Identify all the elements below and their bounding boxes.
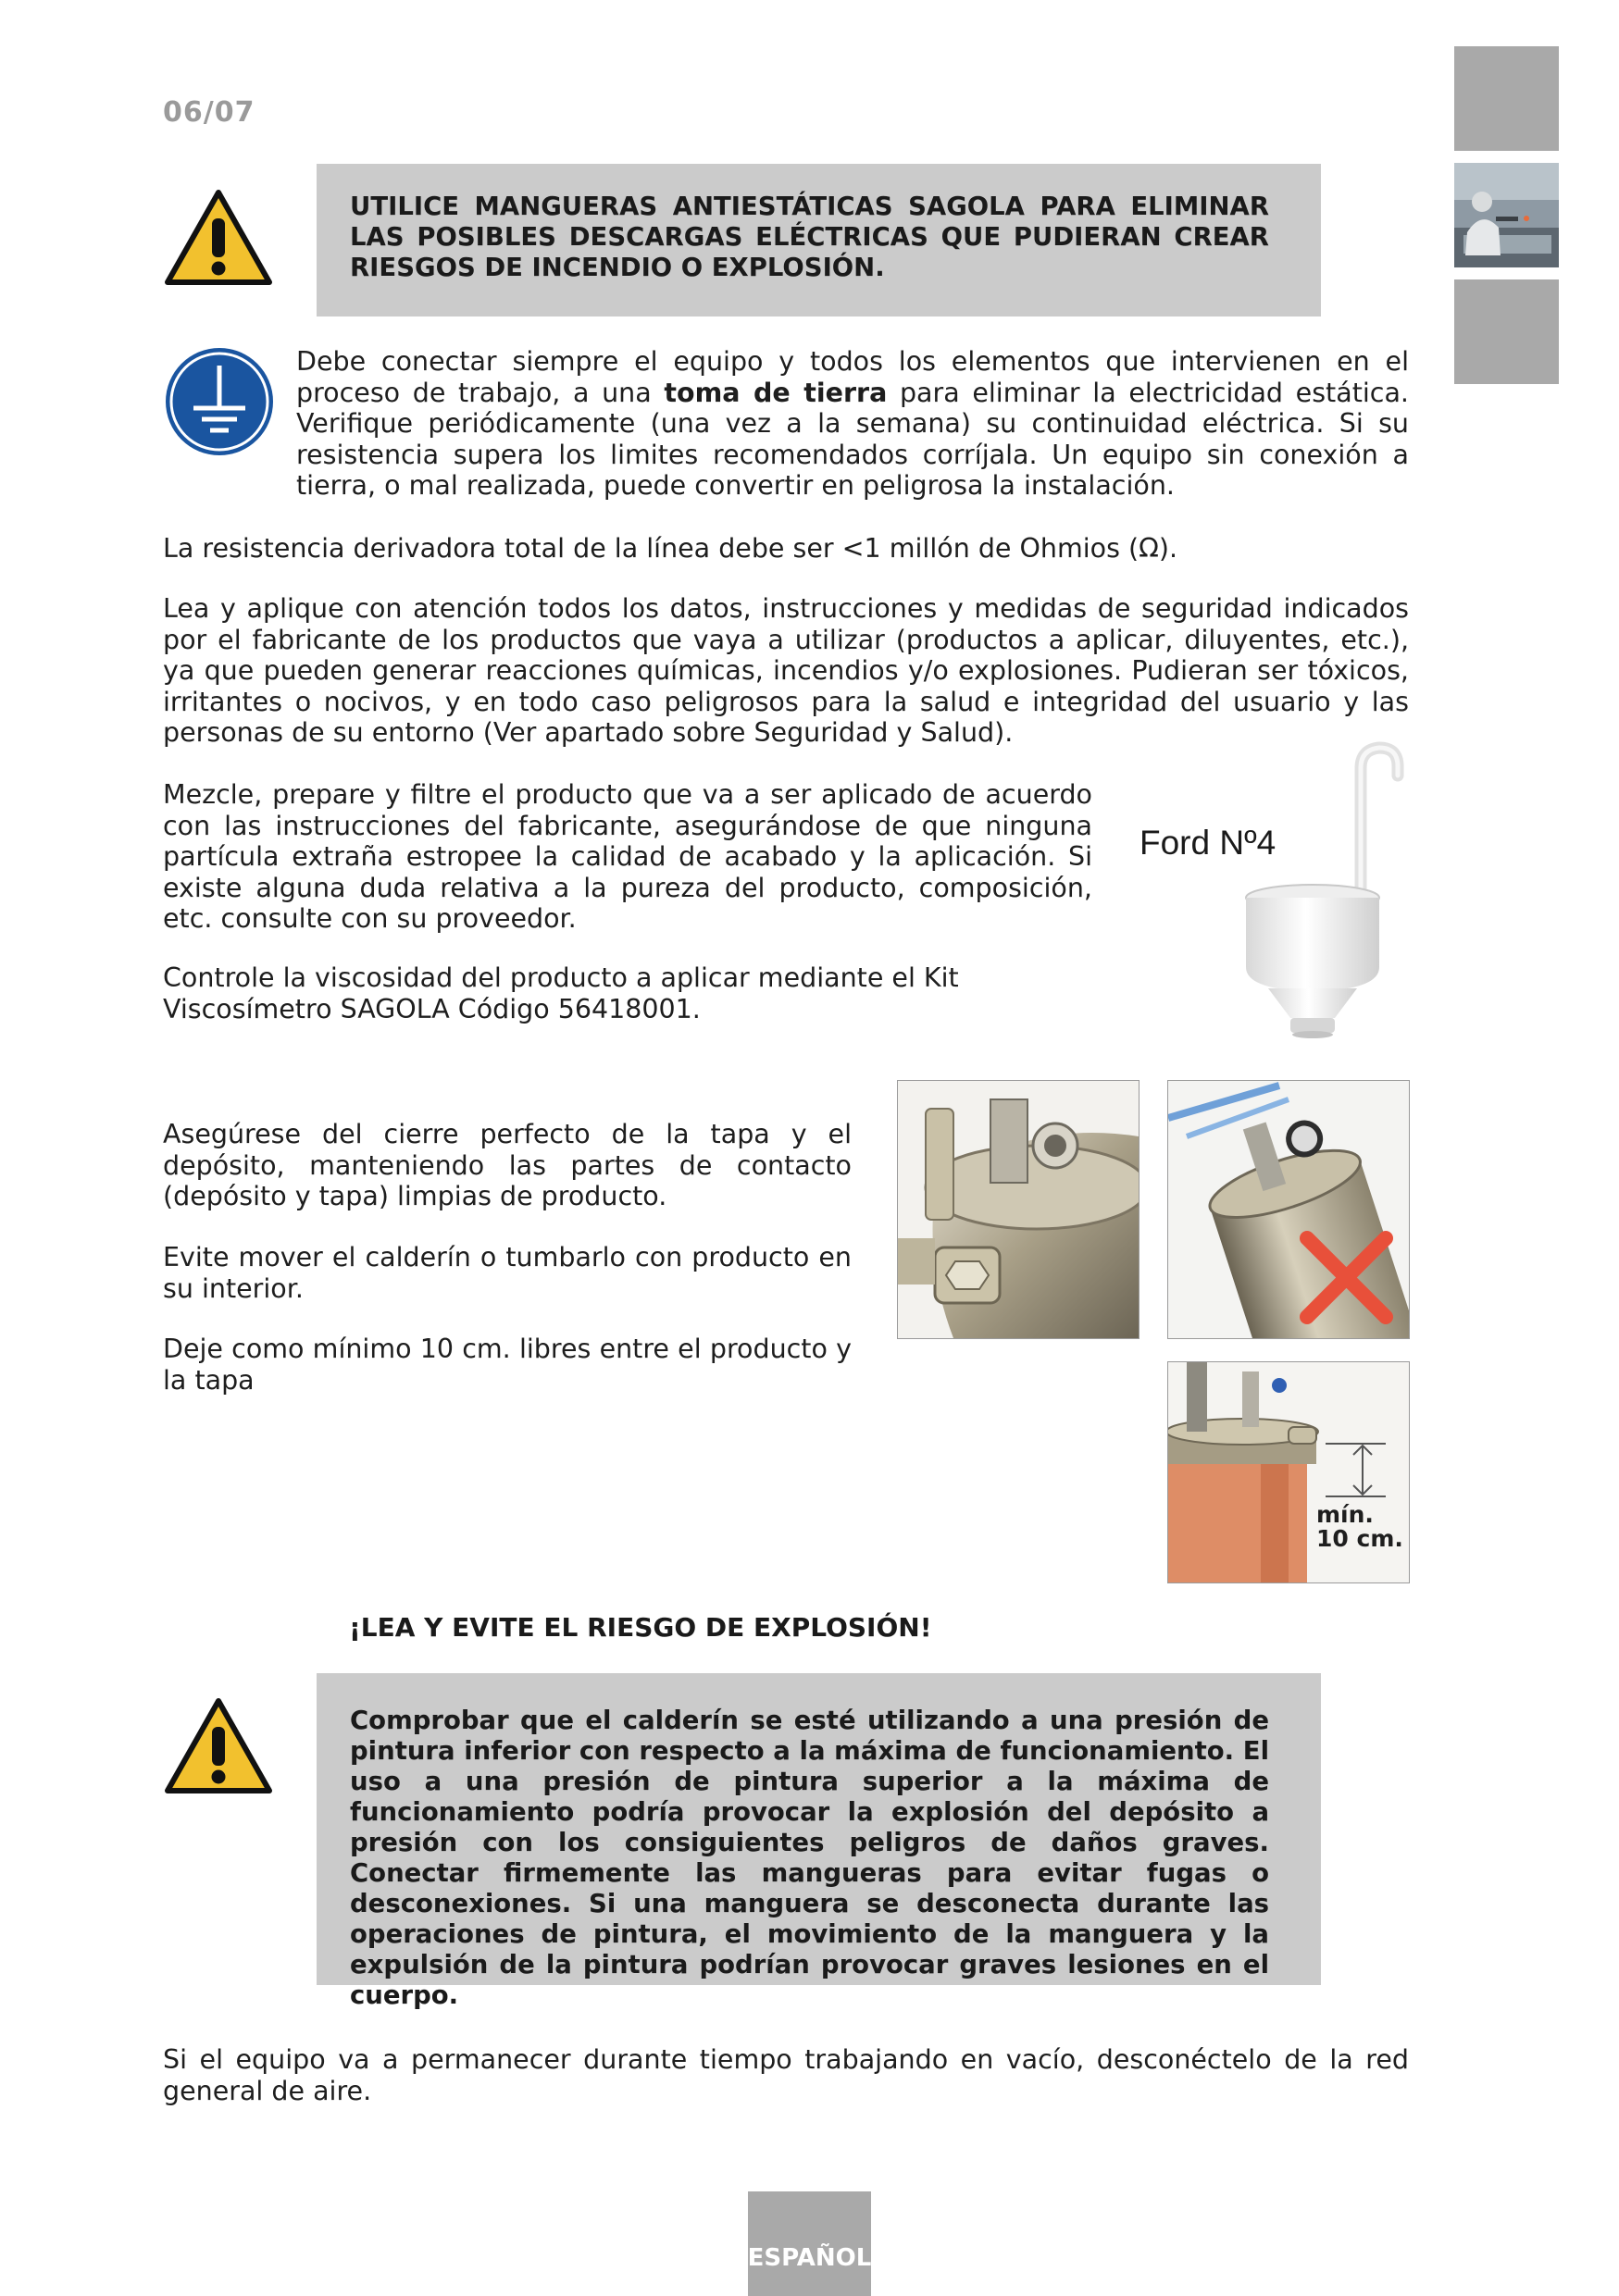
page-number: 06/07 bbox=[163, 96, 255, 129]
language-tab: ESPAÑOL bbox=[748, 2191, 871, 2296]
antistatic-warning-text: UTILICE MANGUERAS ANTIESTÁTICAS SAGOLA PARA ELIMINAR LAS POSIBLES DESCARGAS ELÉCTRICAS QUE PUDIERAN CREAR RIESGOS DE INCENDIO O EXPLOSIÓN. bbox=[350, 192, 1269, 282]
viscosity-paragraph: Controle la viscosidad del producto a aplicar mediante el Kit Viscosímetro SAGOLA Código 56418001. bbox=[163, 962, 959, 1024]
warning-triangle-icon bbox=[163, 1696, 274, 1796]
warning-triangle-icon bbox=[163, 188, 274, 288]
ford-cup-viscometer-image bbox=[1231, 740, 1407, 1038]
ford-cup-label: Ford Nº4 bbox=[1140, 824, 1277, 862]
grounding-paragraph bbox=[296, 346, 1409, 502]
explosion-warning-box bbox=[317, 1673, 1321, 2010]
painter-photo-thumbnail bbox=[1454, 163, 1559, 267]
side-tab-photo bbox=[1454, 163, 1559, 267]
min-gap-label-line2: 10 cm. bbox=[1316, 1525, 1403, 1552]
move-paragraph: Evite mover el calderín o tumbarlo con producto en su interior. bbox=[163, 1242, 852, 1304]
gap-paragraph: Deje como mínimo 10 cm. libres entre el producto y la tapa bbox=[163, 1334, 852, 1396]
lid-paragraph: Asegúrese del cierre perfecto de la tapa y el depósito, manteniendo las partes de contacto (depósito y tapa) limpias de producto. bbox=[163, 1119, 852, 1211]
read-apply-paragraph: Lea y aplique con atención todos los datos, instrucciones y medidas de seguridad indicados por el fabricante de los productos que vaya a utilizar (productos a aplicar, diluyentes, etc.), ya que pueden generar reacciones químicas, incendios y/o explosiones. Pudieran ser tóxicos, irritantes o nocivos, y en todo caso peligrosos para la salud e integridad del usuario y las personas de su entorno (Ver apartado sobre Seguridad y Salud). bbox=[163, 593, 1409, 748]
ground-symbol-icon bbox=[163, 345, 276, 458]
explosion-warning-text: Comprobar que el calderín se esté utilizando a una presión de pintura inferior con respecto a la máxima de funcionamiento. El uso a una presión de pintura superior a la máxima de funcionamiento podría provocar la explosión del depósito a presión con los consiguientes peligros de daños graves. Conectar firmemente las mangueras para evitar fugas o desconexiones. Si una manguera se desconecta durante las operaciones de pintura, el movimiento de la manguera y la expulsión de la pintura podrían provocar graves lesiones en el cuerpo. bbox=[350, 1706, 1269, 2010]
grounding-text-2: para eliminar la electricidad estática. Verifique periódicamente (una vez a la semana) su continuidad eléctrica. Si su resistencia supera los limites recomendados corríjala. Un equipo sin conexión a tierra, o mal realizada, puede convertir en peligrosa la instalación. bbox=[296, 377, 1409, 501]
tank-fill-level-photo bbox=[1167, 1361, 1410, 1583]
lid-clamp-photo bbox=[897, 1080, 1140, 1339]
grounding-bold-term: toma de tierra bbox=[664, 377, 888, 408]
tilted-tank-photo bbox=[1167, 1080, 1410, 1339]
min-gap-label bbox=[1316, 1503, 1403, 1551]
explosion-heading: ¡LEA Y EVITE EL RIESGO DE EXPLOSIÓN! bbox=[349, 1612, 932, 1643]
antistatic-warning-box bbox=[317, 164, 1321, 316]
side-tab-top bbox=[1454, 46, 1559, 151]
resistance-paragraph: La resistencia derivadora total de la línea debe ser <1 millón de Ohmios (Ω). bbox=[163, 533, 1178, 564]
mix-paragraph: Mezcle, prepare y filtre el producto que va a ser aplicado de acuerdo con las instrucciones del fabricante, asegurándose de que ninguna partícula extraña estropee la calidad de acabado y la aplicación. Si existe alguna duda relativa a la pureza del producto, composición, etc. consulte con su proveedor. bbox=[163, 779, 1092, 934]
vacuum-paragraph: Si el equipo va a permanecer durante tiempo trabajando en vacío, desconéctelo de la red general de aire. bbox=[163, 2044, 1409, 2106]
side-tab-bottom bbox=[1454, 279, 1559, 384]
min-gap-label-line1: mín. bbox=[1316, 1501, 1374, 1528]
grounding-text-1: Debe conectar siempre el equipo y todos los elementos que intervienen en el proceso de trabajo, a una bbox=[296, 346, 1409, 408]
